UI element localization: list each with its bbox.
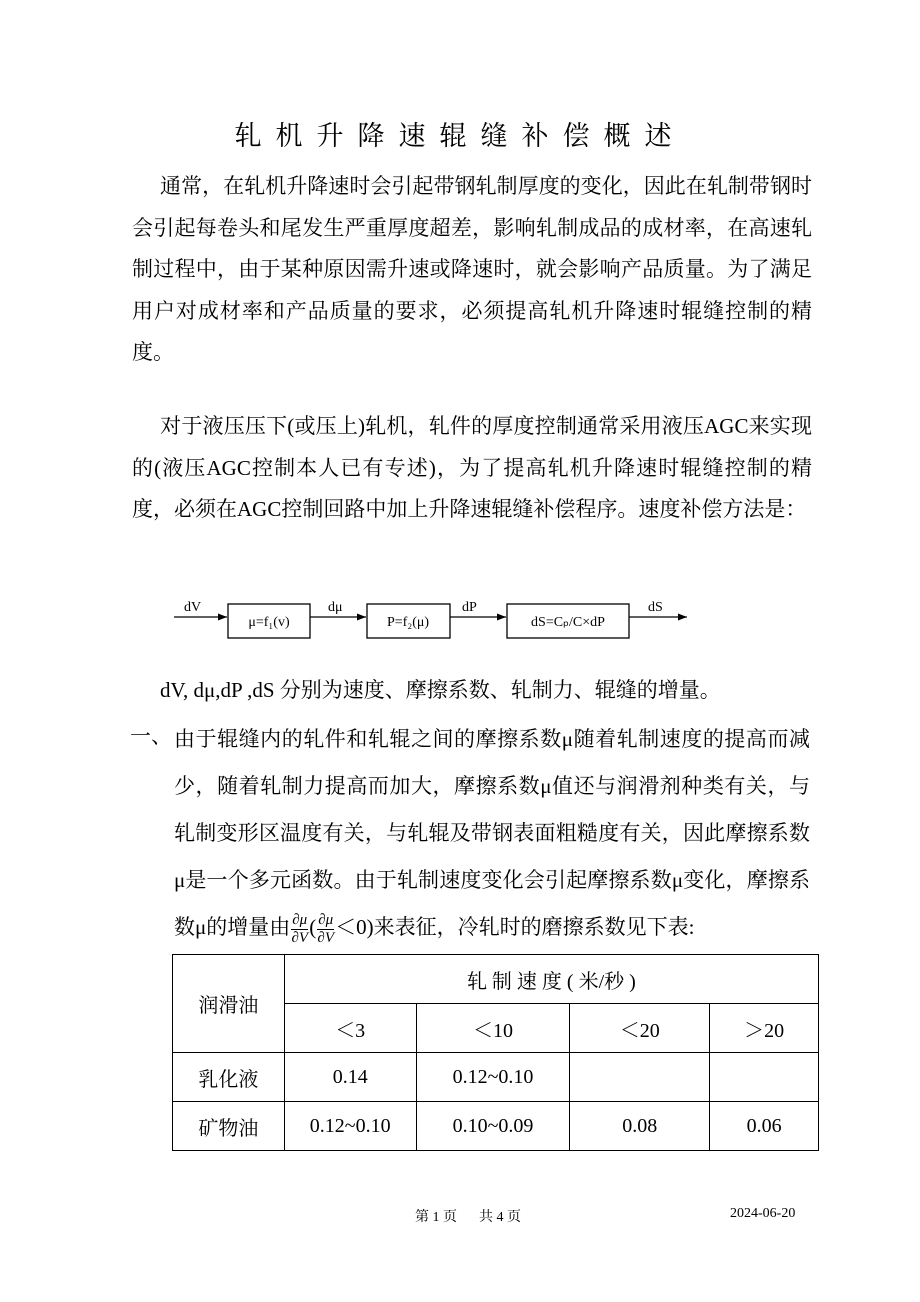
- document-title: 轧机升降速辊缝补偿概述: [234, 121, 686, 151]
- table-cell: 0.14: [284, 1053, 416, 1102]
- partial-derivative: [291, 912, 308, 947]
- label-dmu: dμ: [328, 600, 343, 615]
- table-row: [173, 1053, 819, 1102]
- speed-col: ＜20: [570, 1004, 710, 1053]
- item-number: 一、: [130, 724, 172, 748]
- frac-denominator: ∂V: [291, 929, 309, 946]
- paragraph-intro-text: 通常，在轧机升降速时会引起带钢轧制厚度的变化，因此在轧制带钢时会引起每卷头和尾发生严重厚度超差，影响轧制成品的成材率，在高速轧制过程中，由于某种原因需升速或降速时，就会影响产品质量。为了满足用户对成材率和产品质量的要求，必须提高轧机升降速时辊缝控制的精度。: [132, 174, 812, 364]
- page-number: 第 1 页: [415, 1210, 457, 1225]
- footer-date: 2024-06-20: [730, 1206, 796, 1221]
- page-footer: [415, 1206, 521, 1226]
- variables-definition: dV, dμ,dP ,dS 分别为速度、摩擦系数、轧制力、辊缝的增量。: [160, 678, 721, 702]
- compensation-block-diagram: [170, 592, 700, 652]
- friction-coefficient-table: [172, 954, 819, 1151]
- table-cell: 0.06: [710, 1102, 819, 1151]
- speed-col: ＜3: [284, 1004, 416, 1053]
- table-cell: 0.12~0.10: [284, 1102, 416, 1151]
- lubricant-name: 矿物油: [173, 1102, 285, 1151]
- speed-col: ＜10: [416, 1004, 570, 1053]
- frac-numerator: ∂μ: [292, 911, 308, 928]
- page-total: 共 4 页: [479, 1210, 521, 1225]
- table-cell: [710, 1053, 819, 1102]
- speed-col: ＞20: [710, 1004, 819, 1053]
- table-row: [173, 1102, 819, 1151]
- label-ds: dS: [648, 600, 663, 615]
- frac-numerator-2: ∂μ: [318, 911, 334, 928]
- item-one-body: 由于辊缝内的轧件和轧辊之间的摩擦系数μ随着轧制速度的提高而减少，随着轧制力提高而加大，摩擦系数μ值还与润滑剂种类有关，与轧制变形区温度有关，与轧辊及带钢表面粗糙度有关，因此摩擦系数μ是一个多元函数。由于轧制速度变化会引起摩擦系数μ变化，摩擦系数μ的增量由: [174, 727, 810, 939]
- paragraph-agc-text: 对于液压压下(或压上)轧机，轧件的厚度控制通常采用液压AGC来实现的(液压AGC控制本人已有专述)，为了提高轧机升降速时辊缝控制的精度，必须在AGC控制回路中加上升降速辊缝补偿程序。速度补偿方法是：: [132, 414, 812, 521]
- table-cell: 0.08: [570, 1102, 710, 1151]
- item-one-tail: ＜0)来表征，冷轧时的磨擦系数见下表:: [335, 915, 695, 939]
- block-p-label: P=f₂(μ): [386, 615, 430, 630]
- frac-denominator-2: ∂V: [317, 929, 334, 946]
- paren-open: (: [309, 915, 317, 939]
- block-ds-label: dS=Cₚ/C×dP: [531, 615, 605, 630]
- lubricant-header: 润滑油: [173, 955, 285, 1053]
- item-one-text: [174, 716, 810, 951]
- label-dp: dP: [462, 600, 477, 615]
- table-header-row: [173, 955, 819, 1004]
- lubricant-name: 乳化液: [173, 1053, 285, 1102]
- table-cell: 0.12~0.10: [416, 1053, 570, 1102]
- block-mu-label: μ=f₁(v): [248, 615, 290, 630]
- speed-header: 轧 制 速 度 ( 米/秒 ): [284, 955, 818, 1004]
- paragraph-agc: [132, 406, 812, 531]
- label-dv: dV: [184, 600, 202, 615]
- table-cell: [570, 1053, 710, 1102]
- partial-derivative-2: [317, 912, 334, 947]
- table-cell: 0.10~0.09: [416, 1102, 570, 1151]
- paragraph-intro: [132, 166, 812, 374]
